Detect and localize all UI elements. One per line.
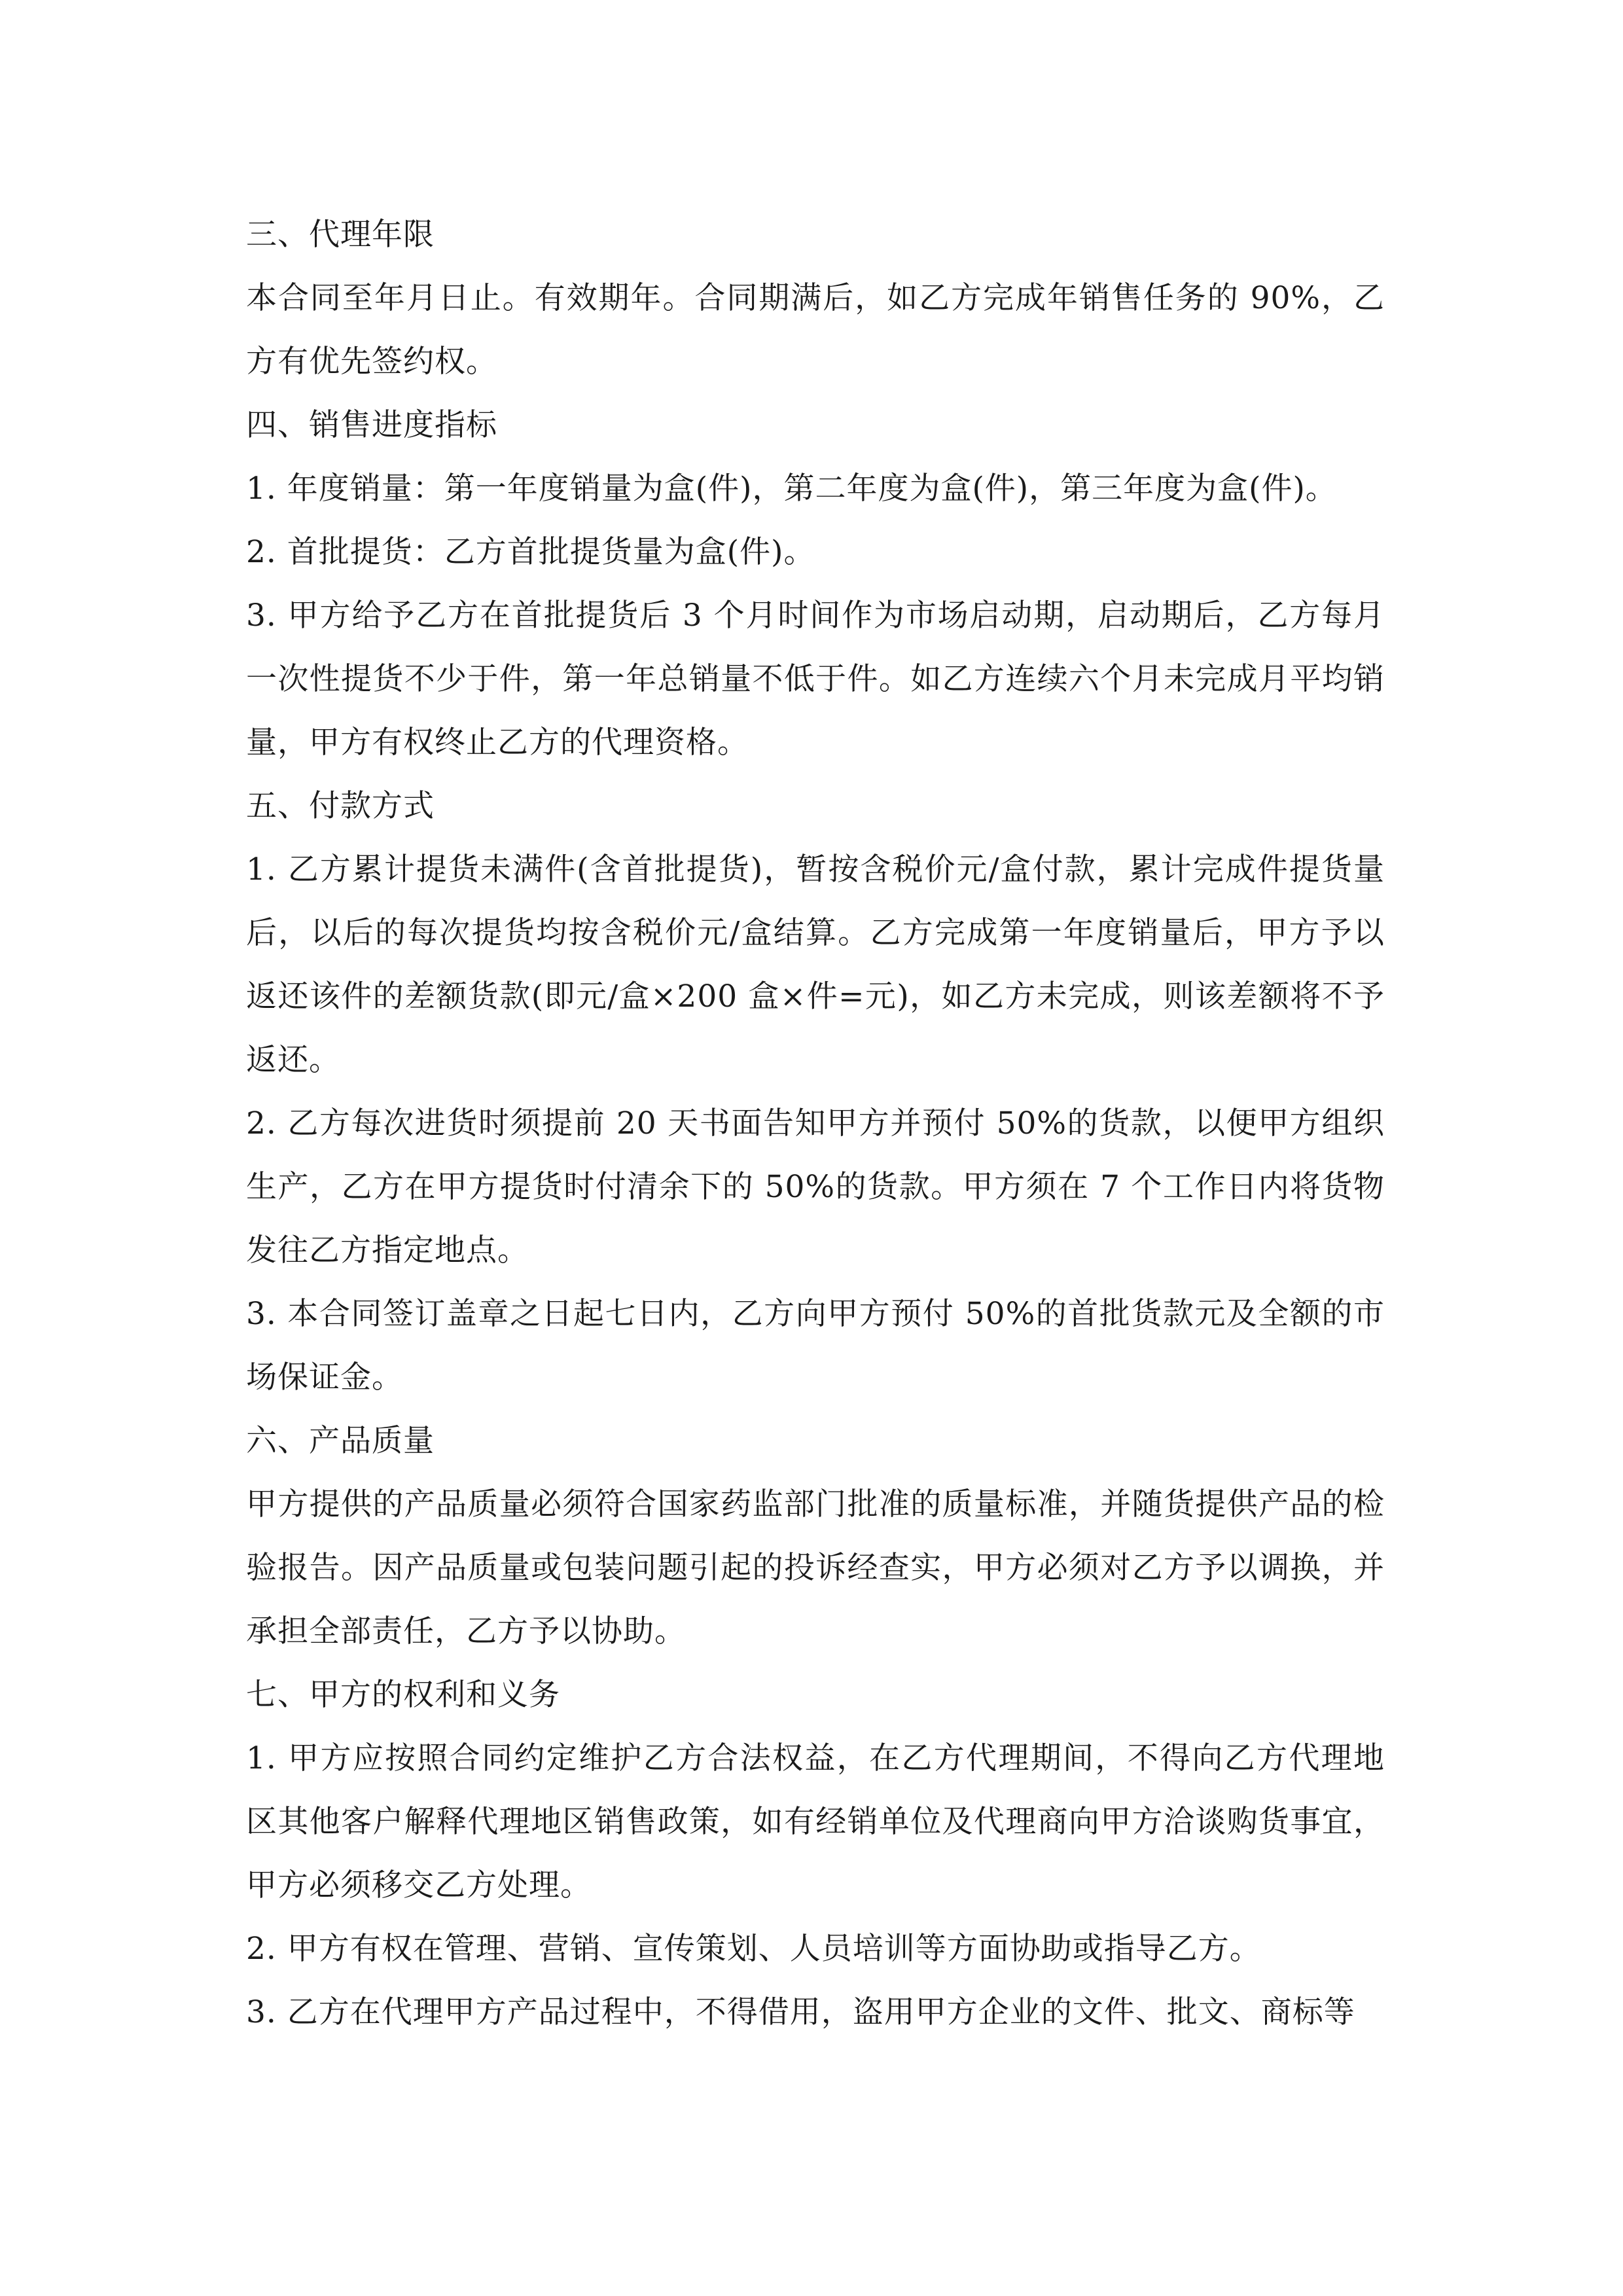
paragraph-launch-period: 3. 甲方给予乙方在首批提货后 3 个月时间作为市场启动期，启动期后，乙方每月一次性提货不少于件，第一年总销量不低于件。如乙方连续六个月未完成月平均销量，甲方有权终止乙方的代理资格。: [246, 598, 1385, 761]
paragraph-payment-1: 1. 乙方累计提货未满件(含首批提货)，暂按含税价元/盒付款，累计完成件提货量后，以后的每次提货均按含税价元/盒结算。乙方完成第一年度销量后，甲方予以返还该件的差额货款(即元/盒×200 盒×件=元)，如乙方未完成，则该差额将不予返还。: [246, 852, 1385, 1078]
paragraph-quality: 甲方提供的产品质量必须符合国家药监部门批准的质量标准，并随货提供产品的检验报告。因产品质量或包装问题引起的投诉经查实，甲方必须对乙方予以调换，并承担全部责任，乙方予以协助。: [246, 1486, 1385, 1649]
paragraph-annual-sales: 1. 年度销量：第一年度销量为盒(件)，第二年度为盒(件)，第三年度为盒(件)。: [246, 471, 1337, 507]
paragraph-first-order: 2. 首批提货：乙方首批提货量为盒(件)。: [246, 534, 815, 570]
section-heading-party-a-rights: 七、甲方的权利和义务: [246, 1677, 560, 1713]
section-heading-payment: 五、付款方式: [246, 788, 435, 824]
section-heading-sales-targets: 四、销售进度指标: [246, 407, 497, 443]
paragraph-party-a-3: 3. 乙方在代理甲方产品过程中，不得借用，盗用甲方企业的文件、批文、商标等: [246, 1994, 1355, 2030]
paragraph-party-a-1: 1. 甲方应按照合同约定维护乙方合法权益，在乙方代理期间，不得向乙方代理地区其他客户解释代理地区销售政策，如有经销单位及代理商向甲方洽谈购货事宜，甲方必须移交乙方处理。: [246, 1740, 1385, 1903]
paragraph-party-a-2: 2. 甲方有权在管理、营销、宣传策划、人员培训等方面协助或指导乙方。: [246, 1931, 1261, 1967]
document-body: [246, 203, 1385, 2044]
paragraph-payment-2: 2. 乙方每次进货时须提前 20 天书面告知甲方并预付 50%的货款，以便甲方组织生产，乙方在甲方提货时付清余下的 50%的货款。甲方须在 7 个工作日内将货物发往乙方指定地点。: [246, 1105, 1385, 1268]
paragraph-term: 本合同至年月日止。有效期年。合同期满后，如乙方完成年销售任务的 90%，乙方有优先签约权。: [246, 280, 1385, 380]
paragraph-payment-3: 3. 本合同签订盖章之日起七日内，乙方向甲方预付 50%的首批货款元及全额的市场保证金。: [246, 1296, 1385, 1395]
section-heading-term: 三、代理年限: [246, 217, 435, 253]
section-heading-quality: 六、产品质量: [246, 1423, 435, 1459]
